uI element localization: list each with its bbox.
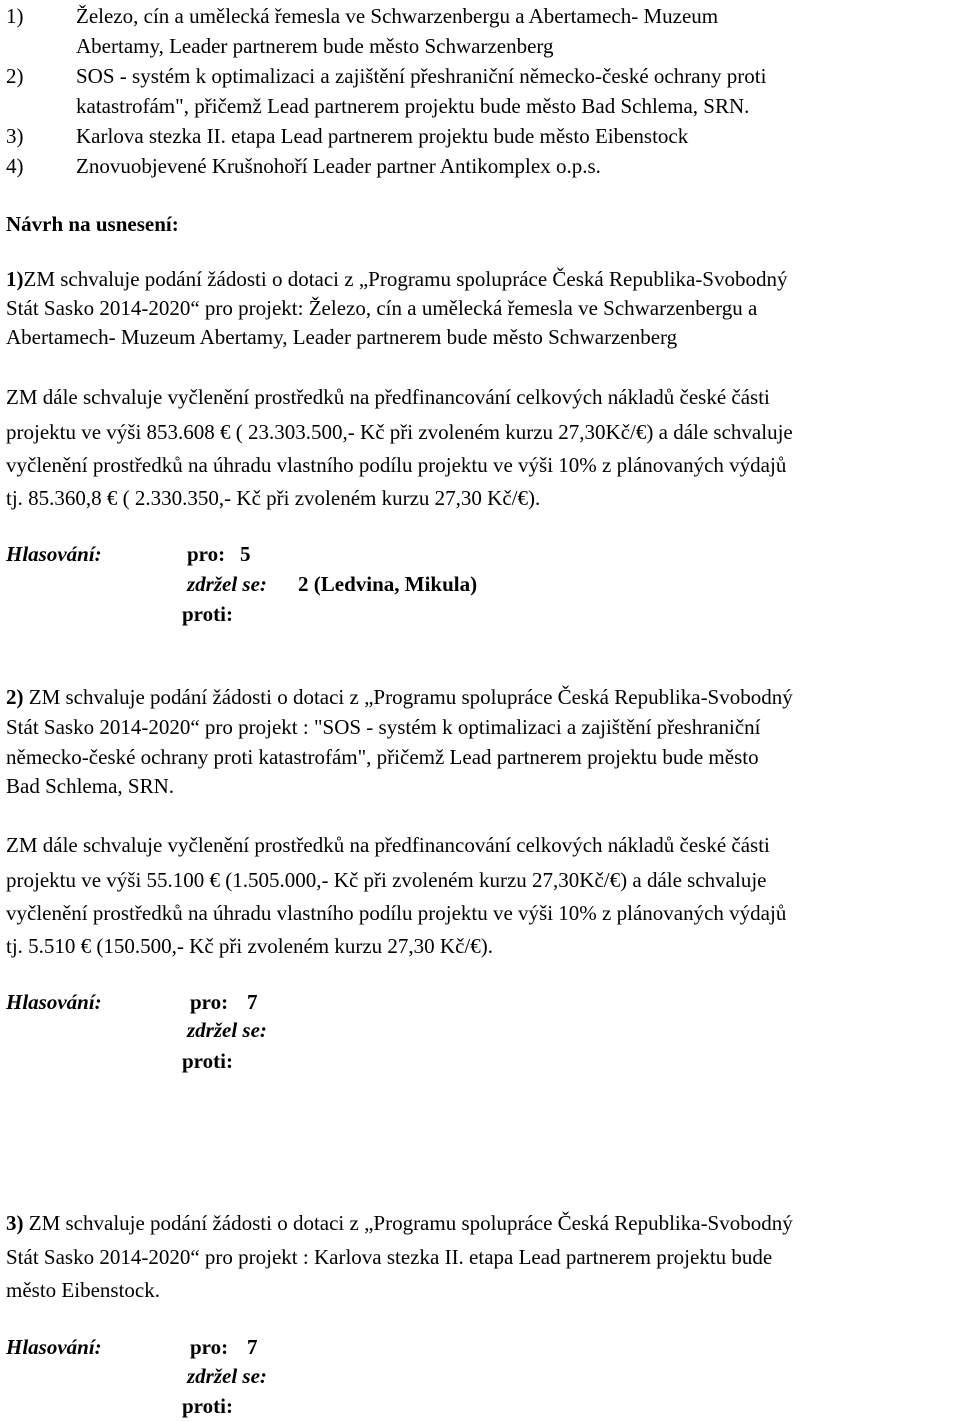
resolution-2-funding-line-3: vyčlenění prostředků na úhradu vlastního podílu projektu ve výši 10% z plánovaných výdajů [6, 901, 787, 925]
resolution-1-number: 1) [6, 267, 24, 291]
resolution-3-line-1 [6, 1209, 793, 1238]
resolution-2-voting-label: Hlasování: [6, 990, 102, 1014]
resolution-3-voting-label: Hlasování: [6, 1335, 102, 1359]
resolution-3-number: 3) [6, 1211, 24, 1235]
resolution-1-voting-label: Hlasování: [6, 542, 102, 566]
intro-item-1-text: Železo, cín a umělecká řemesla ve Schwarzenbergu a Abertamech- Muzeum [76, 4, 719, 28]
resolution-2-text: ZM schvaluje podání žádosti o dotaci z „Programu spolupráce Česká Republika-Svobodný [23, 685, 793, 709]
proposal-heading: Návrh na usnesení: [6, 212, 179, 236]
intro-item-4-number: 4) [6, 154, 24, 178]
resolution-1-abstain-label: zdržel se: [187, 572, 267, 596]
intro-item-3-text: Karlova stezka II. etapa Lead partnerem projektu bude město Eibenstock [76, 124, 689, 148]
intro-item-2-line-2: katastrofám", přičemž Lead partnerem projektu bude město Bad Schlema, SRN. [76, 94, 750, 118]
resolution-1-against-label: proti: [182, 602, 233, 626]
resolution-1-text: ZM schvaluje podání žádosti o dotaci z „Programu spolupráce Česká Republika-Svobodný [23, 267, 788, 291]
resolution-1-funding-line-1: ZM dále schvaluje vyčlenění prostředků na předfinancování celkových nákladů české části [6, 385, 770, 409]
intro-item-1-line-1 [6, 2, 719, 31]
resolution-2-funding-line-1: ZM dále schvaluje vyčlenění prostředků na předfinancování celkových nákladů české části [6, 833, 770, 857]
intro-item-4-text: Znovuobjevené Krušnohoří Leader partner Antikomplex o.p.s. [76, 154, 601, 178]
resolution-1-pro-label: pro: [187, 542, 226, 566]
intro-item-2-number: 2) [6, 64, 24, 88]
resolution-1-funding-line-2: projektu ve výši 853.608 € ( 23.303.500,- Kč při zvoleném kurzu 27,30Kč/€) a dále schvaluje [6, 420, 793, 444]
resolution-1-funding-line-4: tj. 85.360,8 € ( 2.330.350,- Kč při zvoleném kurzu 27,30 Kč/€). [6, 486, 541, 510]
resolution-3-line-2: Stát Sasko 2014-2020“ pro projekt : Karlova stezka II. etapa Lead partnerem projektu bude [6, 1245, 773, 1269]
resolution-2-funding-line-2: projektu ve výši 55.100 € (1.505.000,- Kč při zvoleném kurzu 27,30Kč/€) a dále schvaluje [6, 868, 767, 892]
resolution-1-line-3: Abertamech- Muzeum Abertamy, Leader partnerem bude město Schwarzenberg [6, 325, 678, 349]
resolution-2-against-label: proti: [182, 1049, 233, 1073]
resolution-1-line-2: Stát Sasko 2014-2020“ pro projekt: Železo, cín a umělecká řemesla ve Schwarzenbergu a [6, 296, 758, 320]
resolution-1-funding-line-3: vyčlenění prostředků na úhradu vlastního podílu projektu ve výši 10% z plánovaných výdajů [6, 453, 787, 477]
resolution-2-funding-line-4: tj. 5.510 € (150.500,- Kč při zvoleném kurzu 27,30 Kč/€). [6, 934, 493, 958]
resolution-1-line-1 [6, 265, 788, 294]
resolution-1-abstain-value: 2 (Ledvina, Mikula) [298, 572, 478, 596]
resolution-3-line-3: město Eibenstock. [6, 1278, 160, 1302]
intro-item-1-line-2: Abertamy, Leader partnerem bude město Schwarzenberg [76, 34, 554, 58]
intro-item-3-number: 3) [6, 124, 24, 148]
resolution-2-line-3: německo-české ochrany proti katastrofám", přičemž Lead partnerem projektu bude město [6, 745, 759, 769]
resolution-3-abstain-label: zdržel se: [187, 1364, 267, 1388]
resolution-1-pro-value: 5 [240, 542, 251, 566]
resolution-2-pro-value: 7 [247, 990, 258, 1014]
resolution-3-against-label: proti: [182, 1394, 233, 1418]
resolution-3-pro-label: pro: [190, 1335, 229, 1359]
intro-item-1-number: 1) [6, 4, 24, 28]
intro-item-3-line-1 [6, 122, 689, 151]
resolution-2-line-4: Bad Schlema, SRN. [6, 774, 174, 798]
resolution-2-number: 2) [6, 685, 24, 709]
resolution-2-line-1 [6, 683, 793, 712]
intro-item-2-text: SOS - systém k optimalizaci a zajištění přeshraniční německo-české ochrany proti [76, 64, 767, 88]
resolution-2-line-2: Stát Sasko 2014-2020“ pro projekt : "SOS - systém k optimalizaci a zajištění přeshraniční [6, 715, 761, 739]
intro-item-4-line-1 [6, 152, 601, 181]
resolution-2-pro-label: pro: [190, 990, 229, 1014]
intro-item-2-line-1 [6, 62, 767, 91]
resolution-2-abstain-label: zdržel se: [187, 1018, 267, 1042]
resolution-3-pro-value: 7 [247, 1335, 258, 1359]
resolution-3-text: ZM schvaluje podání žádosti o dotaci z „Programu spolupráce Česká Republika-Svobodný [23, 1211, 793, 1235]
